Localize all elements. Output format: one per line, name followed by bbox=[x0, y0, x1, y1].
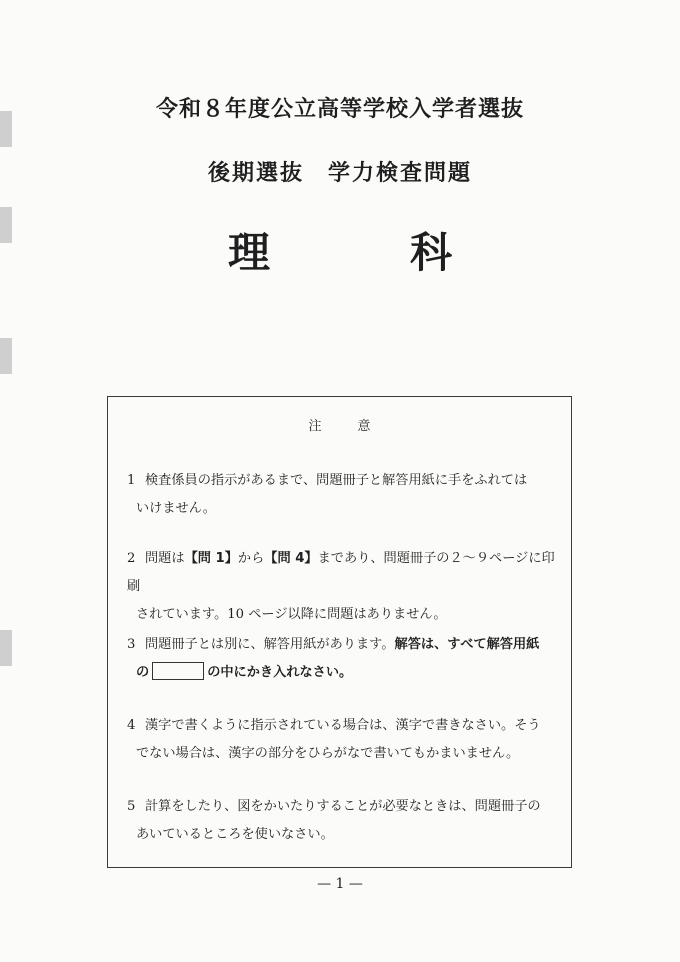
item-text: 問題は bbox=[145, 551, 185, 566]
item-text: されています。10 ページ以降に問題はありません。 bbox=[136, 607, 447, 622]
notice-heading: 注意 bbox=[308, 419, 407, 434]
exam-title: 令和８年度公立高等学校入学者選抜 bbox=[155, 97, 524, 122]
item-emphasis: 解答は、すべて解答用紙 bbox=[394, 637, 540, 652]
item-text: 漢字で書くように指示されている場合は、漢字で書きなさい。そう bbox=[145, 718, 541, 733]
item-number: 1 bbox=[127, 473, 136, 488]
item-text: 検査係員の指示があるまで、問題冊子と解答用紙に手をふれては bbox=[145, 473, 528, 488]
item-text: あいているところを使いなさい。 bbox=[136, 827, 334, 842]
item-emphasis: の中にかき入れなさい。 bbox=[207, 665, 353, 680]
item-text: から bbox=[237, 551, 265, 566]
notice-item-2 bbox=[127, 545, 557, 629]
item-text: いけません。 bbox=[136, 501, 216, 516]
item-text: まであり、問題冊子の２～９ページに印刷 bbox=[127, 551, 555, 594]
page-number: — 1 — bbox=[317, 876, 363, 892]
item-text: 問題冊子とは別に、解答用紙があります。 bbox=[145, 637, 395, 652]
item-number: 2 bbox=[127, 551, 136, 566]
question-ref: 【問 4】 bbox=[264, 551, 318, 566]
notice-item-4 bbox=[127, 712, 557, 768]
item-text: 計算をしたり、図をかいたりすることが必要なときは、問題冊子の bbox=[145, 799, 541, 814]
item-number: 5 bbox=[127, 799, 136, 814]
item-number: 3 bbox=[127, 637, 136, 652]
notice-item-1 bbox=[127, 467, 557, 523]
subject-char: 理 bbox=[228, 228, 271, 277]
edge-registration-mark bbox=[0, 630, 12, 666]
exam-subtitle: 後期選抜 学力検査問題 bbox=[207, 161, 472, 186]
notice-box bbox=[107, 396, 572, 868]
item-text: でない場合は、漢字の部分をひらがなで書いてもかまいません。 bbox=[136, 746, 520, 761]
answer-box-symbol bbox=[152, 662, 204, 680]
question-ref: 【問 1】 bbox=[184, 551, 238, 566]
notice-item-3 bbox=[127, 631, 557, 687]
notice-item-5 bbox=[127, 793, 557, 849]
subject-title bbox=[228, 228, 452, 277]
item-number: 4 bbox=[127, 718, 136, 733]
subject-char: 科 bbox=[409, 228, 452, 277]
item-emphasis: の bbox=[136, 665, 150, 680]
edge-registration-mark bbox=[0, 207, 12, 243]
edge-registration-mark bbox=[0, 338, 12, 374]
